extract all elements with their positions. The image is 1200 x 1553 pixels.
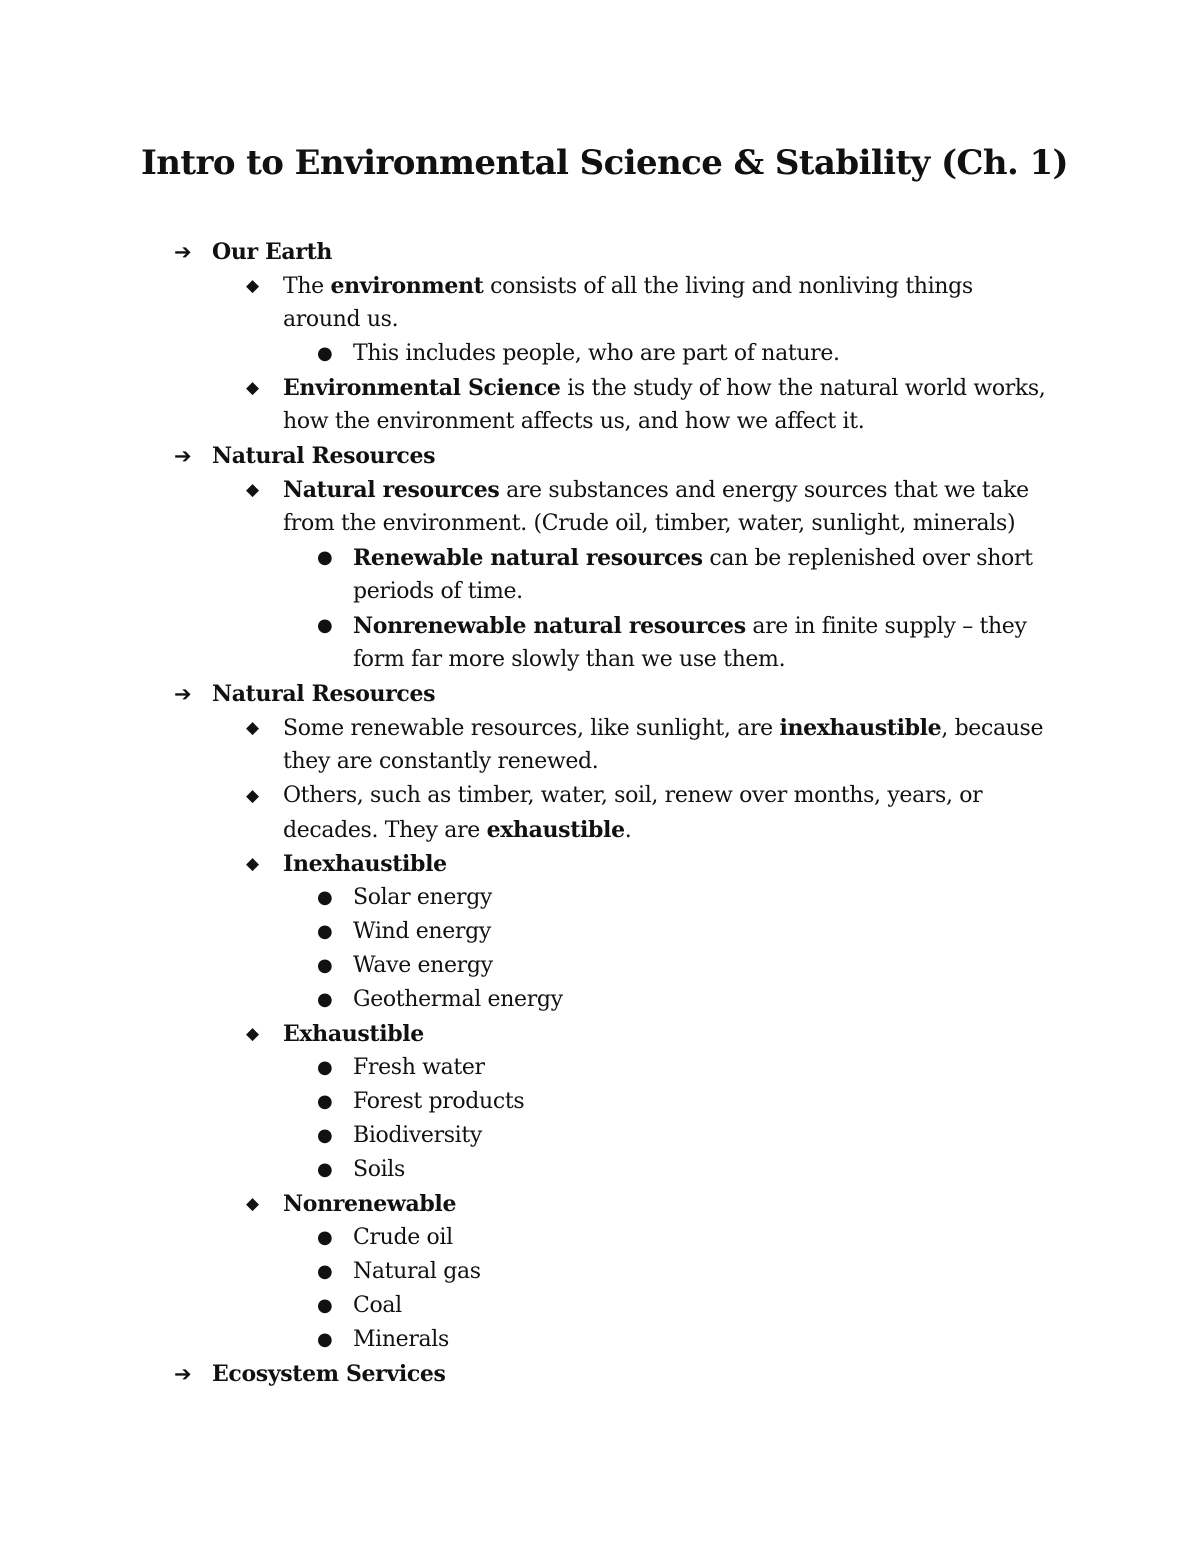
diamond-bullet-icon: ◆: [246, 854, 259, 874]
list-item-level-3: [0, 1289, 1200, 1323]
text-segment: Solar energy: [353, 885, 493, 910]
text-segment: is the study of how the natural world works,: [560, 376, 1046, 401]
arrow-bullet-icon: ➔: [174, 682, 192, 706]
diamond-bullet-icon: ◆: [246, 276, 259, 296]
text-segment: they are constantly renewed.: [283, 749, 599, 774]
text-segment: around us.: [283, 307, 399, 332]
list-item-text: [353, 983, 563, 1017]
list-item-level-3: [0, 983, 1200, 1017]
dot-bullet-icon: ●: [317, 921, 333, 942]
bold-term: Nonrenewable: [283, 1191, 457, 1217]
text-segment: The: [283, 274, 331, 299]
text-segment: from the environment. (Crude oil, timber, water, sunlight, minerals): [283, 511, 1016, 536]
list-item-text: [283, 405, 864, 439]
list-item-text: [283, 813, 631, 848]
text-segment: consists of all the living and nonliving things: [483, 274, 973, 299]
list-item-text: [353, 1085, 524, 1119]
list-item-level-3: [0, 1323, 1200, 1357]
dot-bullet-icon: ●: [317, 1057, 333, 1078]
dot-bullet-icon: ●: [317, 547, 333, 568]
list-item-continuation: [0, 643, 1200, 677]
dot-bullet-icon: ●: [317, 955, 333, 976]
diamond-bullet-icon: ◆: [246, 480, 259, 500]
text-segment: Wind energy: [353, 919, 491, 944]
list-item-text: [212, 677, 435, 712]
list-item-text: [283, 745, 598, 779]
text-segment: Crude oil: [353, 1225, 453, 1250]
list-item-text: [353, 1323, 449, 1357]
dot-bullet-icon: ●: [317, 1091, 333, 1112]
text-segment: Natural gas: [353, 1259, 481, 1284]
list-item-text: [353, 541, 1033, 576]
dot-bullet-icon: ●: [317, 1227, 333, 1248]
bold-term: Renewable natural resources: [353, 545, 703, 571]
diamond-bullet-icon: ◆: [246, 718, 259, 738]
list-item-continuation: [0, 405, 1200, 439]
list-item-level-3: [0, 881, 1200, 915]
dot-bullet-icon: ●: [317, 1261, 333, 1282]
text-segment: Some renewable resources, like sunlight, are: [283, 716, 780, 741]
arrow-bullet-icon: ➔: [174, 1362, 192, 1386]
text-segment: Others, such as timber, water, soil, renew over months, years, or: [283, 783, 983, 808]
list-item-text: [353, 881, 492, 915]
list-item-level-3: [0, 949, 1200, 983]
text-segment: how the environment affects us, and how we affect it.: [283, 409, 865, 434]
list-item-text: [212, 439, 435, 474]
list-item-text: [353, 1051, 485, 1085]
list-item-level-2: [0, 473, 1200, 507]
dot-bullet-icon: ●: [317, 1125, 333, 1146]
bold-term: Exhaustible: [283, 1021, 424, 1047]
list-item-level-3: [0, 337, 1200, 371]
list-item-text: [283, 847, 447, 882]
list-item-level-2: [0, 779, 1200, 813]
list-item-text: [353, 1153, 405, 1187]
list-item-text: [283, 711, 1043, 746]
list-item-text: [353, 1221, 453, 1255]
text-segment: Wave energy: [353, 953, 493, 978]
text-segment: .: [624, 818, 632, 843]
list-item-continuation: [0, 575, 1200, 609]
text-segment: decades. They are: [283, 818, 487, 843]
list-item-text: [283, 779, 982, 813]
list-item-level-3: [0, 1255, 1200, 1289]
list-item-level-3: [0, 1051, 1200, 1085]
text-segment: periods of time.: [353, 579, 523, 604]
bold-term: environment: [330, 273, 484, 299]
diamond-bullet-icon: ◆: [246, 786, 259, 806]
document-title: Intro to Environmental Science & Stability (Ch. 1): [141, 143, 1069, 183]
text-segment: are in finite supply – they: [745, 614, 1027, 639]
text-segment: can be replenished over short: [702, 546, 1033, 571]
list-item-level-2: [0, 711, 1200, 745]
diamond-bullet-icon: ◆: [246, 1024, 259, 1044]
list-item-text: [212, 1357, 446, 1392]
arrow-bullet-icon: ➔: [174, 444, 192, 468]
dot-bullet-icon: ●: [317, 1329, 333, 1350]
list-item-level-2: [0, 847, 1200, 881]
list-item-text: [353, 1119, 482, 1153]
bold-term: Inexhaustible: [283, 851, 447, 877]
list-item-continuation: [0, 745, 1200, 779]
list-item-continuation: [0, 813, 1200, 847]
text-segment: This includes people, who are part of nature.: [353, 341, 840, 366]
list-item-text: [283, 507, 1015, 541]
list-item-level-3: [0, 609, 1200, 643]
list-item-continuation: [0, 507, 1200, 541]
list-item-text: [212, 235, 332, 270]
dot-bullet-icon: ●: [317, 1295, 333, 1316]
list-item-text: [353, 1255, 481, 1289]
dot-bullet-icon: ●: [317, 343, 333, 364]
text-segment: are substances and energy sources that we take: [499, 478, 1029, 503]
list-item-text: [283, 269, 973, 304]
dot-bullet-icon: ●: [317, 615, 333, 636]
diamond-bullet-icon: ◆: [246, 1194, 259, 1214]
list-item-level-3: [0, 1153, 1200, 1187]
text-segment: Forest products: [353, 1089, 525, 1114]
list-item-text: [353, 643, 785, 677]
arrow-bullet-icon: ➔: [174, 240, 192, 264]
list-item-continuation: [0, 303, 1200, 337]
list-item-level-2: [0, 371, 1200, 405]
list-item-level-1: [0, 235, 1200, 269]
bold-term: exhaustible: [486, 817, 625, 843]
list-item-text: [353, 575, 523, 609]
list-item-text: [283, 1187, 456, 1222]
list-item-level-2: [0, 1187, 1200, 1221]
list-item-text: [283, 371, 1045, 406]
bold-term: Environmental Science: [283, 375, 561, 401]
list-item-text: [283, 303, 398, 337]
dot-bullet-icon: ●: [317, 887, 333, 908]
list-item-level-3: [0, 915, 1200, 949]
bold-term: Ecosystem Services: [212, 1361, 446, 1387]
dot-bullet-icon: ●: [317, 1159, 333, 1180]
bold-term: Natural Resources: [212, 681, 436, 707]
text-segment: Soils: [353, 1157, 405, 1182]
list-item-text: [283, 1017, 424, 1052]
list-item-level-3: [0, 1221, 1200, 1255]
list-item-text: [353, 1289, 402, 1323]
list-item-text: [353, 949, 493, 983]
list-item-text: [353, 915, 491, 949]
list-item-level-2: [0, 1017, 1200, 1051]
bold-term: Nonrenewable natural resources: [353, 613, 746, 639]
list-item-level-1: [0, 1357, 1200, 1391]
dot-bullet-icon: ●: [317, 989, 333, 1010]
text-segment: Geothermal energy: [353, 987, 563, 1012]
text-segment: Coal: [353, 1293, 402, 1318]
bold-term: Natural resources: [283, 477, 500, 503]
list-item-level-3: [0, 541, 1200, 575]
text-segment: Fresh water: [353, 1055, 485, 1080]
text-segment: Biodiversity: [353, 1123, 482, 1148]
bold-term: Our Earth: [212, 239, 333, 265]
diamond-bullet-icon: ◆: [246, 378, 259, 398]
bold-term: Natural Resources: [212, 443, 436, 469]
list-item-text: [283, 473, 1029, 508]
text-segment: Minerals: [353, 1327, 449, 1352]
list-item-level-3: [0, 1119, 1200, 1153]
list-item-text: [353, 337, 840, 371]
outline-list: [0, 235, 1200, 1391]
list-item-level-1: [0, 439, 1200, 473]
bold-term: inexhaustible: [779, 715, 942, 741]
text-segment: , because: [941, 716, 1044, 741]
list-item-level-1: [0, 677, 1200, 711]
list-item-level-2: [0, 269, 1200, 303]
text-segment: form far more slowly than we use them.: [353, 647, 786, 672]
list-item-text: [353, 609, 1027, 644]
list-item-level-3: [0, 1085, 1200, 1119]
